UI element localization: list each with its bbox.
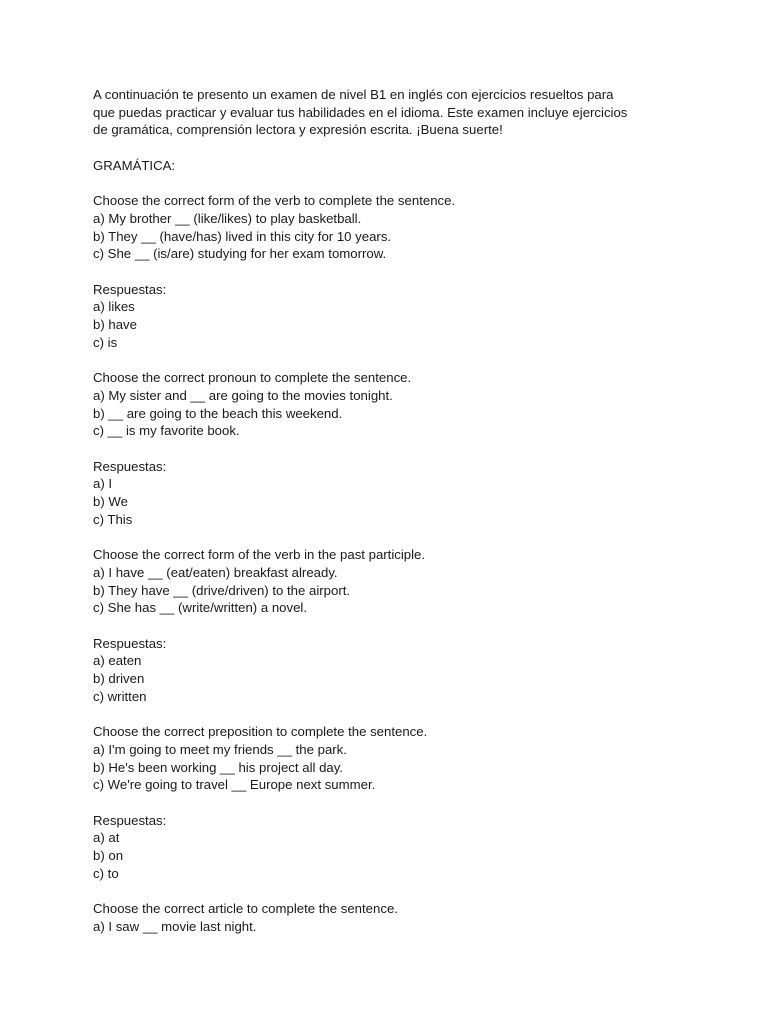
document-page (93, 86, 693, 953)
intro-paragraph (93, 86, 693, 139)
exercise-instruction: Choose the correct article to complete the sentence. (93, 901, 398, 917)
answer-item: a) I (93, 476, 113, 492)
answers-3 (93, 635, 693, 706)
answer-item: b) driven (93, 671, 145, 687)
exercise-item: a) My brother __ (like/likes) to play basketball. (93, 210, 362, 226)
exercise-1 (93, 192, 693, 263)
answers-label: Respuestas: (93, 812, 167, 828)
answer-item: b) have (93, 317, 137, 333)
exercise-item: c) She has __ (write/written) a novel. (93, 600, 308, 616)
exercise-2 (93, 369, 693, 440)
exercise-item: c) She __ (is/are) studying for her exam tomorrow. (93, 246, 387, 262)
answers-label: Respuestas: (93, 281, 167, 297)
section-heading-block (93, 157, 693, 175)
answer-item: c) This (93, 511, 133, 527)
answers-2 (93, 458, 693, 529)
answers-1 (93, 281, 693, 352)
exercise-instruction: Choose the correct form of the verb to complete the sentence. (93, 193, 456, 209)
answer-item: a) at (93, 830, 120, 846)
intro-line: que puedas practicar y evaluar tus habilidades en el idioma. Este examen incluye ejercicios (93, 104, 628, 120)
exercise-item: a) My sister and __ are going to the movies tonight. (93, 387, 393, 403)
answer-item: b) on (93, 848, 124, 864)
exercise-instruction: Choose the correct pronoun to complete the sentence. (93, 370, 412, 386)
exercise-item: b) He's been working __ his project all day. (93, 759, 344, 775)
exercise-3 (93, 546, 693, 617)
answer-item: a) likes (93, 299, 135, 315)
answer-item: b) We (93, 494, 128, 510)
exercise-4 (93, 723, 693, 794)
answer-item: a) eaten (93, 653, 142, 669)
exercise-item: b) __ are going to the beach this weekend. (93, 405, 343, 421)
intro-line: de gramática, comprensión lectora y expresión escrita. ¡Buena suerte! (93, 122, 503, 138)
exercise-item: b) They have __ (drive/driven) to the airport. (93, 582, 351, 598)
answer-item: c) written (93, 688, 147, 704)
intro-line: A continuación te presento un examen de nivel B1 en inglés con ejercicios resueltos para (93, 87, 614, 102)
answer-item: c) is (93, 334, 118, 350)
exercise-5 (93, 900, 693, 935)
exercise-item: a) I'm going to meet my friends __ the park. (93, 741, 347, 757)
exercise-instruction: Choose the correct preposition to complete the sentence. (93, 724, 428, 740)
exercise-item: b) They __ (have/has) lived in this city for 10 years. (93, 228, 392, 244)
answers-4 (93, 812, 693, 883)
exercise-item: c) We're going to travel __ Europe next summer. (93, 777, 376, 793)
exercise-item: a) I saw __ movie last night. (93, 918, 257, 934)
answers-label: Respuestas: (93, 458, 167, 474)
exercise-item: a) I have __ (eat/eaten) breakfast already. (93, 564, 338, 580)
answers-label: Respuestas: (93, 635, 167, 651)
section-title: GRAMÁTICA: (93, 157, 176, 173)
answer-item: c) to (93, 865, 119, 881)
exercise-item: c) __ is my favorite book. (93, 423, 240, 439)
exercise-instruction: Choose the correct form of the verb in the past participle. (93, 547, 426, 563)
